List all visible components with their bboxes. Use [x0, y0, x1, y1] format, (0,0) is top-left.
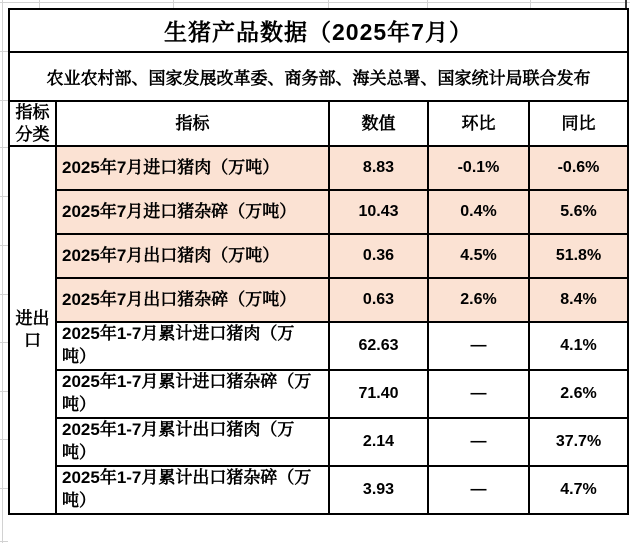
row-indicator-cell: 2025年7月进口猪杂碎（万吨） — [56, 190, 329, 234]
sheet-gridline-top-v1 — [39, 0, 40, 8]
sheet-gridline-left-h3 — [0, 147, 8, 148]
subtitle-row — [9, 52, 628, 101]
col-header-indicator: 指标 — [56, 101, 329, 146]
sheet-gridline-left-h7 — [0, 342, 8, 343]
row-value-cell: 62.63 — [329, 322, 428, 370]
sheet-gridline-top-v3 — [328, 0, 329, 8]
row-yoy-cell: 2.6% — [529, 370, 628, 418]
sheet-gridline-left-v — [2, 0, 3, 543]
table-row — [9, 278, 628, 322]
sheet-gridline-left-h8 — [0, 391, 8, 392]
sheet-gridline-top-v5 — [530, 0, 531, 8]
row-yoy-cell: 5.6% — [529, 190, 628, 234]
sheet-gridline-left-h9 — [0, 439, 8, 440]
sheet-gridline-left-h4 — [0, 196, 8, 197]
row-indicator-cell: 2025年1-7月累计进口猪肉（万吨） — [56, 322, 329, 370]
table-row — [9, 146, 628, 190]
col-header-value: 数值 — [329, 101, 428, 146]
sheet-gridline-left-h2 — [0, 100, 8, 101]
title-row — [9, 9, 628, 52]
row-value-cell: 2.14 — [329, 418, 428, 466]
sheet-gridline-left-h5 — [0, 245, 8, 246]
sheet-gridline-top-v6 — [625, 0, 627, 8]
row-indicator-cell: 2025年1-7月累计出口猪肉（万吨） — [56, 418, 329, 466]
row-indicator-cell: 2025年7月进口猪肉（万吨） — [56, 146, 329, 190]
category-group-cell: 进出口 — [9, 146, 56, 514]
row-yoy-cell: 4.7% — [529, 466, 628, 514]
sheet-gridline-top-h — [0, 2, 630, 3]
col-header-yoy: 同比 — [529, 101, 628, 146]
row-mom-cell: 0.4% — [428, 190, 529, 234]
header-row — [9, 101, 628, 146]
row-mom-cell: — — [428, 370, 529, 418]
sheet-gridline-top-v2 — [173, 0, 174, 8]
row-value-cell: 3.93 — [329, 466, 428, 514]
row-value-cell: 0.63 — [329, 278, 428, 322]
table-row — [9, 466, 628, 514]
table-row — [9, 190, 628, 234]
sheet-gridline-left-h1 — [0, 51, 8, 52]
sheet-gridline-bottom-h — [0, 541, 8, 542]
publisher-subtitle: 农业农村部、国家发展改革委、商务部、海关总署、国家统计局联合发布 — [9, 52, 628, 101]
row-yoy-cell: -0.6% — [529, 146, 628, 190]
row-mom-cell: — — [428, 322, 529, 370]
col-header-category: 指标分类 — [9, 101, 56, 146]
row-indicator-cell: 2025年1-7月累计出口猪杂碎（万吨） — [56, 466, 329, 514]
sheet-gridline-top-v4 — [427, 0, 428, 8]
row-mom-cell: 2.6% — [428, 278, 529, 322]
row-yoy-cell: 37.7% — [529, 418, 628, 466]
sheet-gridline-left-h10 — [0, 488, 8, 489]
row-value-cell: 0.36 — [329, 234, 428, 278]
row-yoy-cell: 51.8% — [529, 234, 628, 278]
row-indicator-cell: 2025年7月出口猪杂碎（万吨） — [56, 278, 329, 322]
row-yoy-cell: 4.1% — [529, 322, 628, 370]
col-header-mom: 环比 — [428, 101, 529, 146]
row-value-cell: 71.40 — [329, 370, 428, 418]
table-row — [9, 370, 628, 418]
page-title: 生猪产品数据（2025年7月） — [9, 9, 628, 52]
row-value-cell: 10.43 — [329, 190, 428, 234]
row-indicator-cell: 2025年1-7月累计进口猪杂碎（万吨） — [56, 370, 329, 418]
row-value-cell: 8.83 — [329, 146, 428, 190]
row-mom-cell: — — [428, 466, 529, 514]
livestock-data-table — [8, 8, 629, 515]
table-row — [9, 418, 628, 466]
table-row — [9, 322, 628, 370]
row-yoy-cell: 8.4% — [529, 278, 628, 322]
row-mom-cell: 4.5% — [428, 234, 529, 278]
table-row — [9, 234, 628, 278]
row-mom-cell: -0.1% — [428, 146, 529, 190]
sheet-gridline-left-h6 — [0, 294, 8, 295]
row-indicator-cell: 2025年7月出口猪肉（万吨） — [56, 234, 329, 278]
row-mom-cell: — — [428, 418, 529, 466]
